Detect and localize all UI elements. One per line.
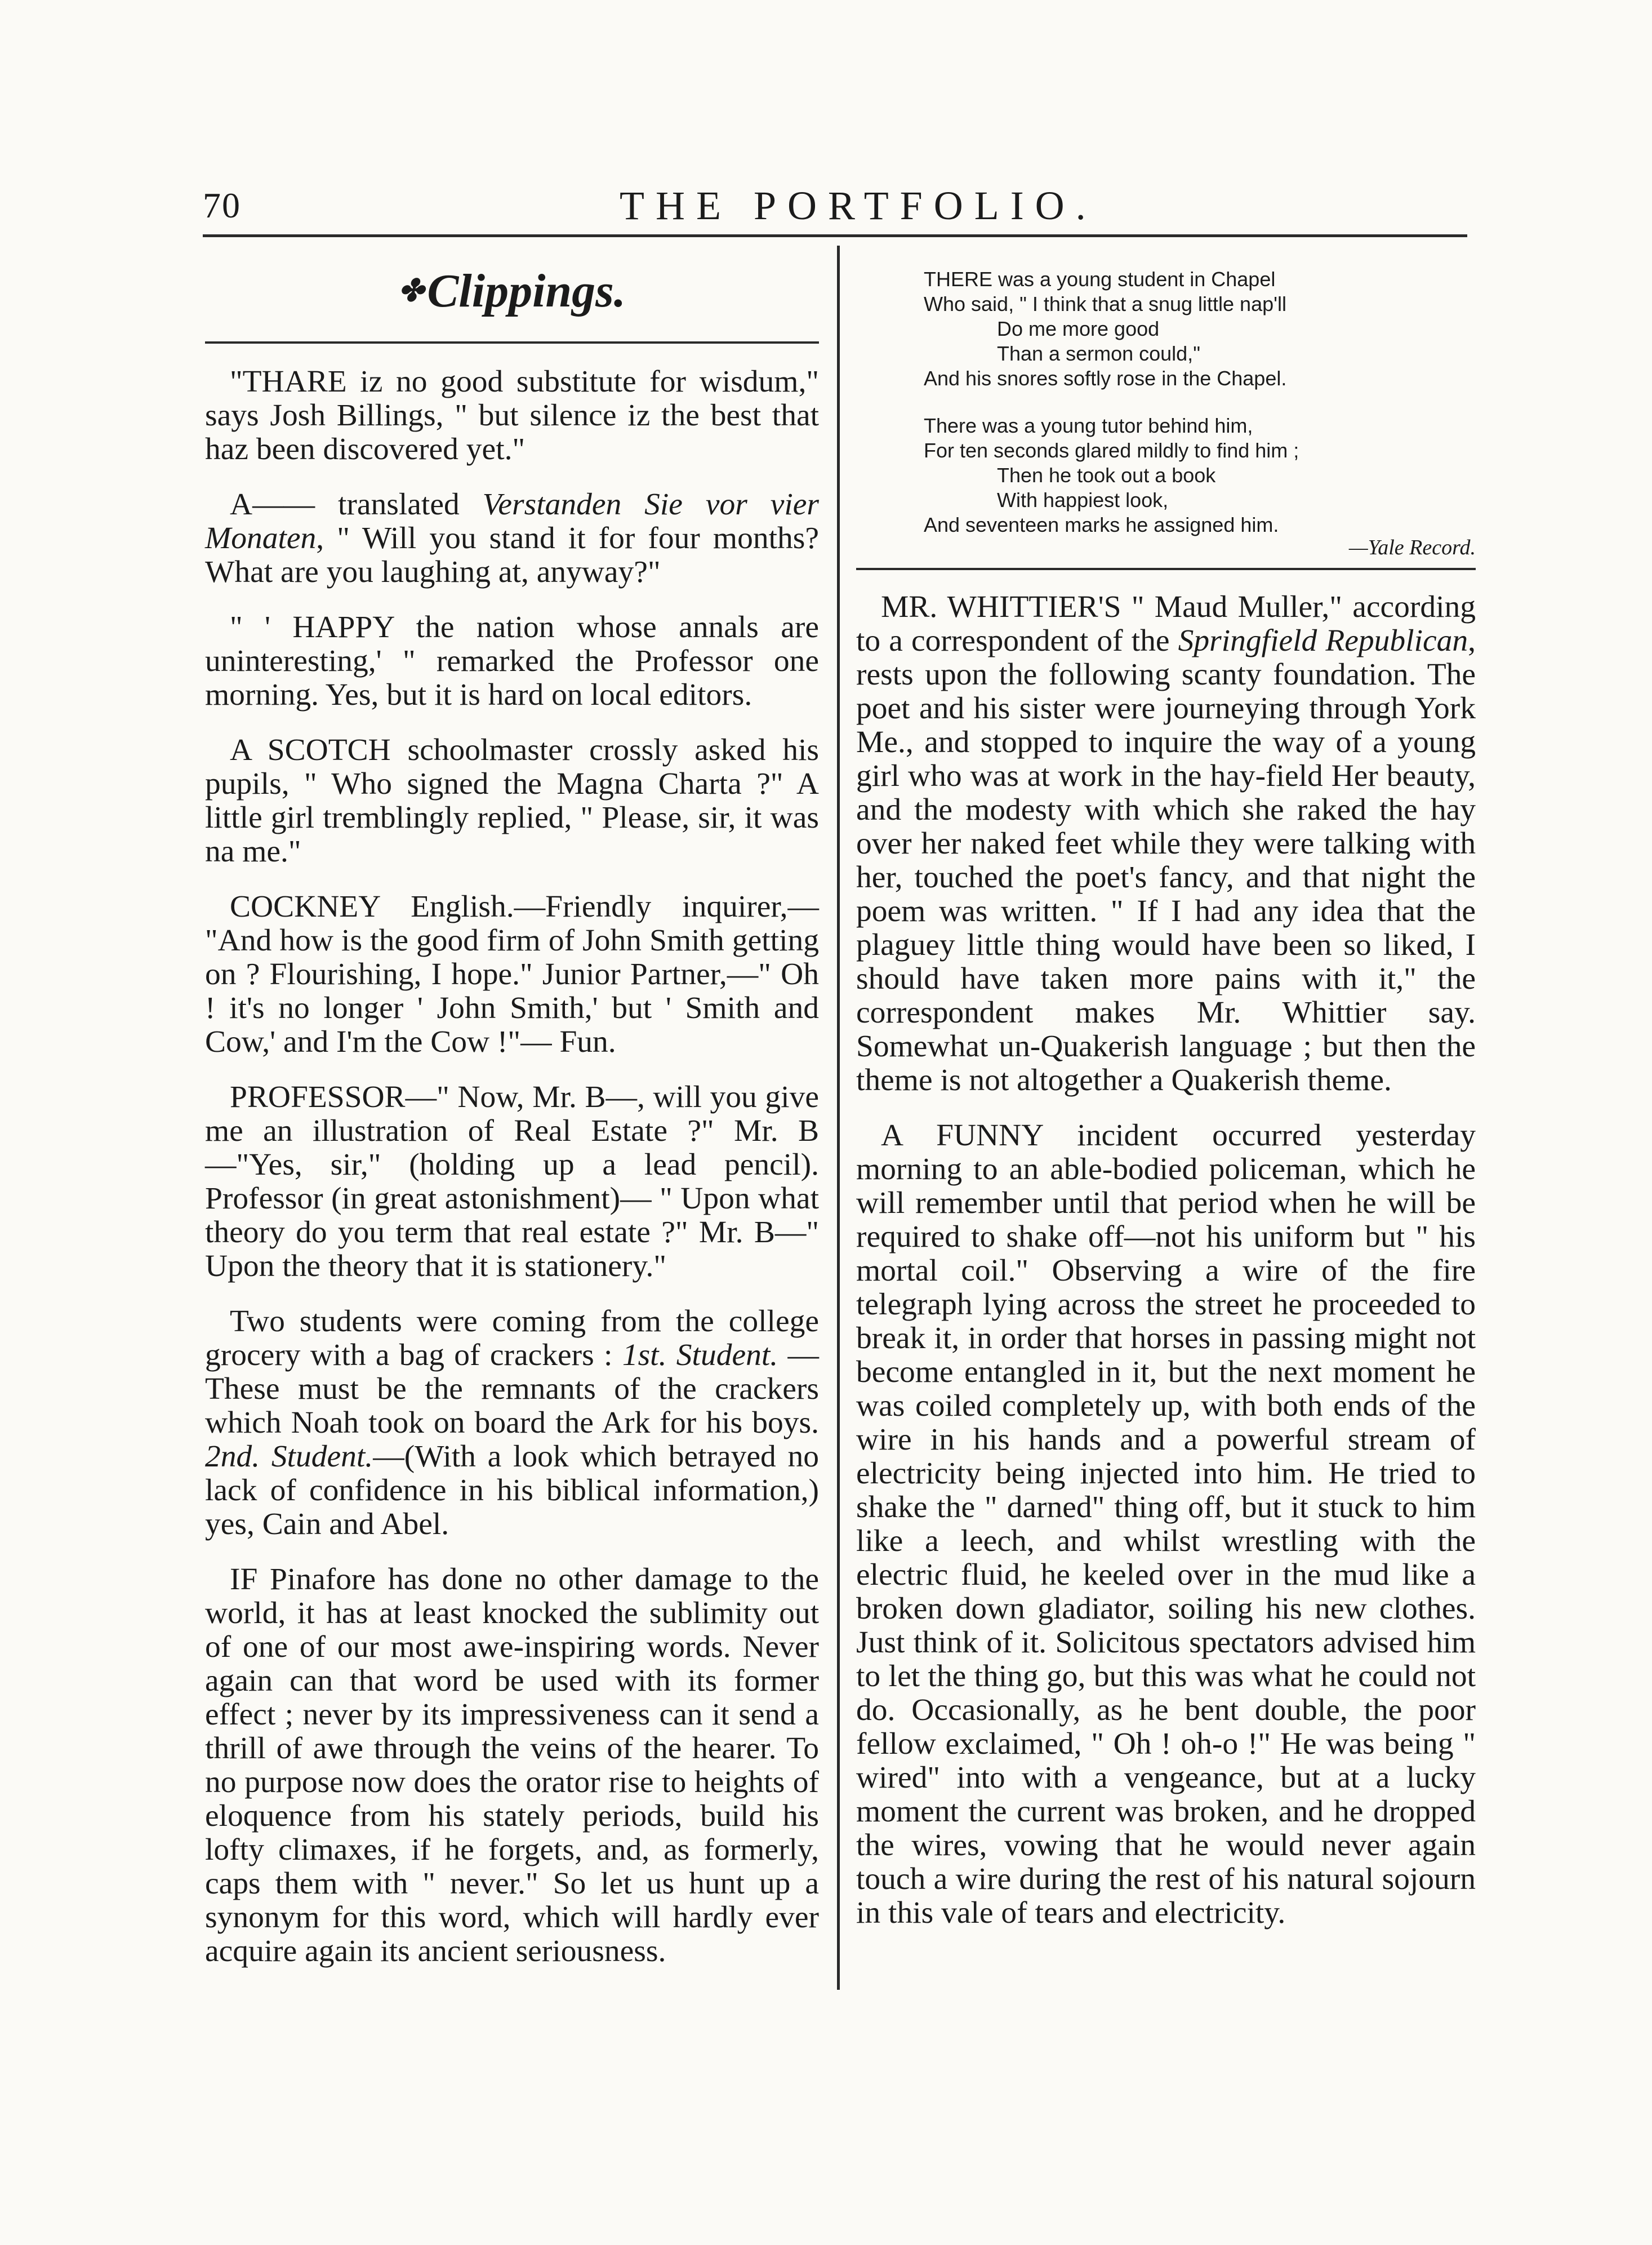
clipping-funny-incident: A FUNNY incident occurred yesterday morning to an able-bodied policeman, which he will remember until that period when he will be required to shake off—not his uniform but " his mortal coil." Observing a wire of the fire telegraph lying across the street he proceeded to break it, in order that horses in passing might not become entangled in it, but the next moment he was coiled completely up, with both ends of the wire in his hands and a powerful stream of electricity being injected into him. He tried to shake the " darned" thing off, but it stuck to him like a leech, and whilst wrestling with the electric fluid, he keeled over in the mud like a broken down gladiator, soiling his new clothes. Just think of it. Solicitous spectators advised him to let the thing go, but this was what he could not do. Occasionally, as he bent double, the poor fellow exclaimed, " Oh ! oh-o !" He was being " wired" into with a vengeance, but at a lucky moment the current was broken, and he dropped the wires, vowing that he would never again touch a wire during the rest of his natural sojourn in this vale of tears and electricity. [856, 1118, 1476, 1930]
section-heading [205, 265, 819, 317]
verse-line: Than a sermon could," [997, 342, 1200, 365]
section-heading-block [205, 246, 819, 341]
verse-stanza [924, 414, 1476, 537]
heading-ornament-icon: ✤ [398, 274, 424, 308]
verse-line: Who said, " I think that a snug little nap'll [924, 292, 1286, 315]
section-heading-text: Clippings. [427, 265, 626, 317]
clipping-text: —(With a look which betrayed no lack of confidence in his biblical information,) yes, Cain and Abel. [205, 1439, 819, 1541]
clipping-italic: Springfield Republican [1178, 624, 1468, 658]
clipping-text: MR. WHITTIER'S " Maud Muller," according to a correspondent of the [856, 590, 1476, 658]
clipping-scotch-schoolmaster: A SCOTCH schoolmaster crossly asked his pupils, " Who signed the Magna Charta ?" A little girl tremblingly replied, " Please, sir, it was na me." [205, 733, 819, 869]
column-divider [837, 246, 840, 1990]
clipping-pinafore: IF Pinafore has done no other damage to the world, it has at least knocked the sublimity out of one of our most awe-inspiring words. Never again can that word be used with its former effect ; never by its impressiveness can it send a thrill of awe through the veins of the hearer. To no purpose now does the orator rise to heights of eloquence from his stately periods, build his lofty climaxes, if he forgets, and, as formerly, caps them with " never." So let us hunt up a synonym for this word, which will hardly ever acquire again its ancient seriousness. [205, 1562, 819, 1968]
verse-block [856, 246, 1476, 560]
right-column [856, 246, 1476, 1951]
clipping-text: Two students were coming from the college grocery with a bag of crackers : [205, 1304, 819, 1372]
verse-stanza [924, 267, 1476, 391]
clipping-two-students [205, 1305, 819, 1541]
verse-rule [856, 568, 1476, 570]
clipping-maud-muller [856, 590, 1476, 1097]
clipping-happy-nation: " ' HAPPY the nation whose annals are uninteresting,' " remarked the Professor one morning. Yes, but it is hard on local editors. [205, 610, 819, 712]
heading-rule [205, 341, 819, 344]
verse-line: And his snores softly rose in the Chapel. [924, 367, 1287, 390]
clipping-josh-billings: "THARE iz no good substitute for wisdum," says Josh Billings, " but silence iz the best that haz been discovered yet." [205, 364, 819, 466]
verse-line: Then he took out a book [997, 464, 1216, 487]
clipping-text: , " Will you stand it for four months? What are you laughing at, anyway?" [205, 521, 819, 589]
clipping-text: —These must be the remnants of the crackers which Noah took on board the Ark for his boys. [205, 1338, 819, 1440]
header-rule [203, 234, 1467, 237]
journal-title: THE PORTFOLIO. [620, 183, 1097, 228]
verse-line: THERE was a young student in Chapel [924, 268, 1276, 291]
verse-line: Do me more good [997, 317, 1160, 340]
clipping-text: A—— translated [230, 487, 483, 522]
page-header [203, 185, 1470, 247]
clipping-real-estate: PROFESSOR—" Now, Mr. B—, will you give me an illustration of Real Estate ?" Mr. B—"Yes, sir," (holding up a lead pencil). Professor (in great astonishment)— " Upon what theory do you term that real estate ?" Mr. B—" Upon the theory that it is stationery." [205, 1080, 819, 1283]
verse-line: And seventeen marks he assigned him. [924, 513, 1279, 536]
clipping-verstanden [205, 488, 819, 589]
verse-source: —Yale Record. [1348, 536, 1476, 559]
clipping-text: , rests upon the following scanty foundation. The poet and his sister were journeying through York Me., and stopped to inquire the way of a young girl who was at work in the hay-field Her beauty, and the modesty with which she raked the hay over her naked feet while they were talking with her, touched the poet's fancy, and that night the poem was written. " If I had any idea that the plaguey little thing would have been so liked, I should have taken more pains with it," the correspondent makes Mr. Whittier say. Somewhat un-Quakerish language ; but then the theme is not altogether a Quakerish theme. [856, 624, 1476, 1097]
clipping-cockney-english: COCKNEY English.—Friendly inquirer,— "And how is the good firm of John Smith getting on ? Flourishing, I hope." Junior Partner,—" Oh ! it's no longer ' John Smith,' but ' Smith and Cow,' and I'm the Cow !"— Fun. [205, 890, 819, 1059]
clipping-italic: 1st. Student. [622, 1338, 778, 1372]
verse-line: With happiest look, [997, 488, 1169, 512]
clipping-italic: Verstanden Sie vor vier Monaten [205, 487, 819, 555]
verse-line: For ten seconds glared mildly to find him ; [924, 439, 1299, 462]
verse-line: There was a young tutor behind him, [924, 414, 1253, 437]
page-number: 70 [203, 185, 241, 225]
clipping-italic: 2nd. Student. [205, 1439, 373, 1474]
left-column [205, 246, 819, 1990]
